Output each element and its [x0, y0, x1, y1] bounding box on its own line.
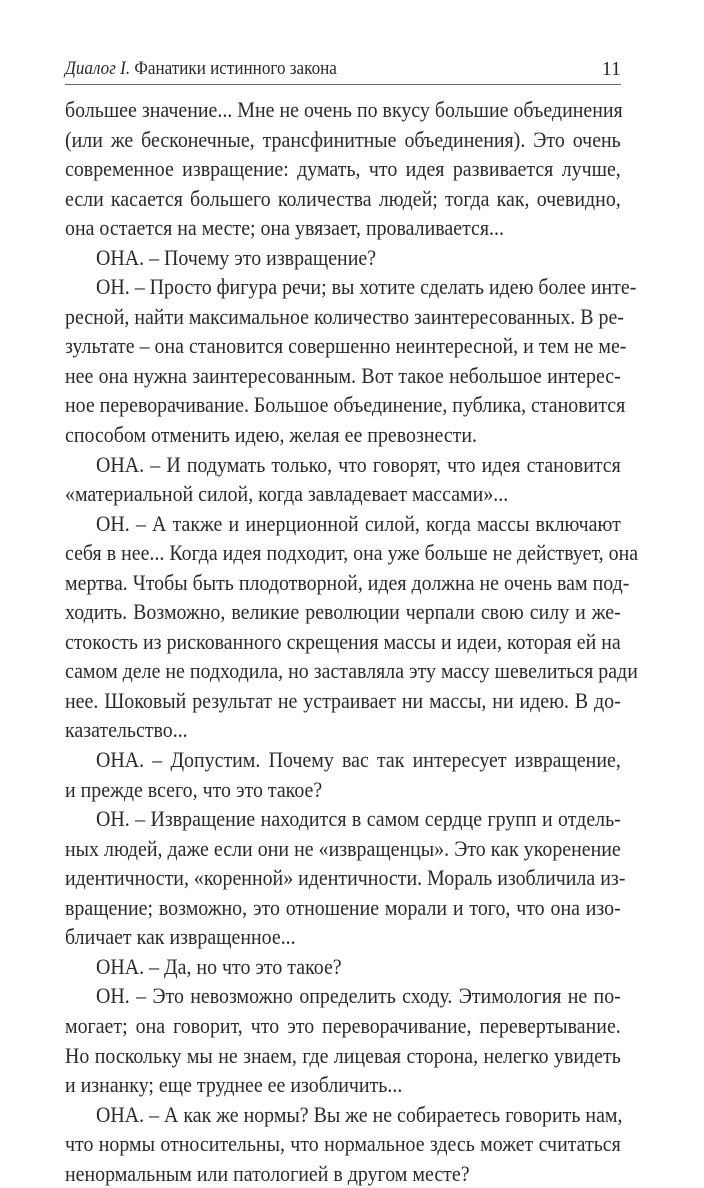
text-line-content: нее. Шоковый результат не устраивает ни массы, ни идею. В до-	[65, 687, 621, 713]
text-line	[65, 302, 624, 332]
text-line	[65, 213, 621, 243]
text-line-content: (или же бесконечные, трансфинитные объединения). Это очень	[65, 126, 621, 152]
text-line	[65, 686, 621, 716]
text-line	[65, 597, 621, 627]
text-line-content: казательство...	[65, 717, 188, 743]
text-line	[65, 390, 626, 420]
text-line	[65, 863, 626, 893]
text-line-content: себя в нее... Когда идея подходит, она уже больше не действует, она	[65, 540, 639, 566]
text-line-content: бличает как извращенное...	[65, 924, 296, 950]
text-line	[65, 509, 621, 539]
text-line-content: ное переворачивание. Большое объединение, публика, становится	[65, 392, 626, 418]
text-line-content: Но поскольку мы не знаем, где лицевая сторона, нелегко увидеть	[65, 1042, 621, 1068]
running-header	[65, 58, 621, 85]
text-line-content: самом деле не подходила, но заставляла эту массу шевелиться ради	[65, 658, 638, 684]
text-line-content: и прежде всего, что это такое?	[65, 776, 323, 802]
text-line	[65, 745, 621, 775]
text-line	[65, 1159, 621, 1188]
text-line	[65, 981, 621, 1011]
text-line-content: большее значение... Мне не очень по вкусу большие объединения	[65, 97, 623, 122]
text-line	[65, 656, 638, 686]
text-line-content: ОНА. – Да, но что это такое?	[96, 953, 342, 979]
text-line-content: ных людей, даже если они не «извращенцы». Это как укоренение	[65, 835, 621, 861]
text-line-content: и изнанку; еще труднее ее изобличить...	[65, 1072, 403, 1098]
text-line-content: ОН. – Это невозможно определить сходу. Этимология не по-	[96, 983, 621, 1009]
text-line	[65, 420, 621, 450]
text-line	[65, 804, 621, 834]
text-line	[65, 952, 621, 982]
text-line	[65, 627, 621, 657]
text-line	[65, 479, 621, 509]
text-line-content: «материальной силой, когда завладевает массами»...	[65, 481, 509, 507]
text-line	[65, 893, 621, 923]
text-line-content: ОНА. – Допустим. Почему вас так интересует извращение,	[96, 747, 621, 773]
text-line	[65, 1011, 621, 1041]
text-line-content: вращение; возможно, это отношение морали и того, что она изо-	[65, 894, 621, 920]
text-line-content: если касается большего количества людей; тогда как, очевидно,	[65, 185, 621, 211]
text-line	[65, 272, 637, 302]
text-line	[65, 1129, 621, 1159]
running-header-title	[65, 58, 337, 80]
text-line-content: ресной, найти максимальное количество заинтересованных. В ре-	[65, 303, 624, 329]
text-line	[65, 184, 621, 214]
text-line	[65, 243, 621, 273]
text-line	[65, 125, 621, 155]
text-line-content: ходить. Возможно, великие революции черпали свою силу и же-	[65, 599, 621, 625]
text-line-content: ОН. – А также и инерционной силой, когда массы включают	[96, 510, 621, 536]
text-line-content: ненормальным или патологией в другом месте?	[65, 1160, 470, 1186]
text-line-content: зультате – она становится совершенно неинтересной, и тем не ме-	[65, 333, 627, 359]
text-line	[65, 568, 630, 598]
text-line-content: идентичности, «коренной» идентичности. Мораль изобличила из-	[65, 865, 626, 891]
dialog-label: Диалог I.	[65, 58, 131, 79]
text-line-content: стокость из рискованного скрещения массы и идеи, которая ей на	[65, 628, 621, 654]
page-number: 11	[601, 58, 621, 80]
chapter-title: Фанатики истинного закона	[130, 58, 337, 79]
text-line	[65, 834, 621, 864]
text-line	[65, 450, 621, 480]
text-line-content: способом отменить идею, желая ее превознести.	[65, 422, 478, 448]
text-line	[65, 1041, 621, 1071]
text-line-content: ОНА. – А как же нормы? Вы же не собираетесь говорить нам,	[96, 1101, 623, 1127]
text-line-content: что нормы относительны, что нормальное здесь может считаться	[65, 1131, 621, 1157]
text-line	[65, 95, 621, 125]
text-line	[65, 715, 621, 745]
text-line-content: она остается на месте; она увязает, проваливается...	[65, 215, 504, 241]
page-body-text	[65, 95, 639, 1188]
text-line	[65, 538, 639, 568]
text-line-content: мертва. Чтобы быть плодотворной, идея должна не очень вам под-	[65, 569, 630, 595]
text-line	[65, 361, 621, 391]
text-line-content: ОН. – Просто фигура речи; вы хотите сделать идею более инте-	[96, 274, 637, 300]
text-line-content: современное извращение: думать, что идея развивается лучше,	[65, 156, 621, 182]
text-line-content: ОН. – Извращение находится в самом сердце групп и отдель-	[96, 806, 621, 832]
text-line	[65, 775, 621, 805]
text-line	[65, 331, 627, 361]
text-line-content: ОНА. – И подумать только, что говорят, что идея становится	[96, 451, 621, 477]
text-line	[65, 1070, 621, 1100]
text-line-content: ОНА. – Почему это извращение?	[96, 244, 377, 270]
text-line-content: нее она нужна заинтересованным. Вот такое небольшое интерес-	[65, 362, 621, 388]
text-line	[65, 154, 621, 184]
text-line-content: могает; она говорит, что это переворачивание, перевертывание.	[65, 1012, 621, 1038]
text-line	[65, 1100, 621, 1130]
text-line	[65, 922, 621, 952]
